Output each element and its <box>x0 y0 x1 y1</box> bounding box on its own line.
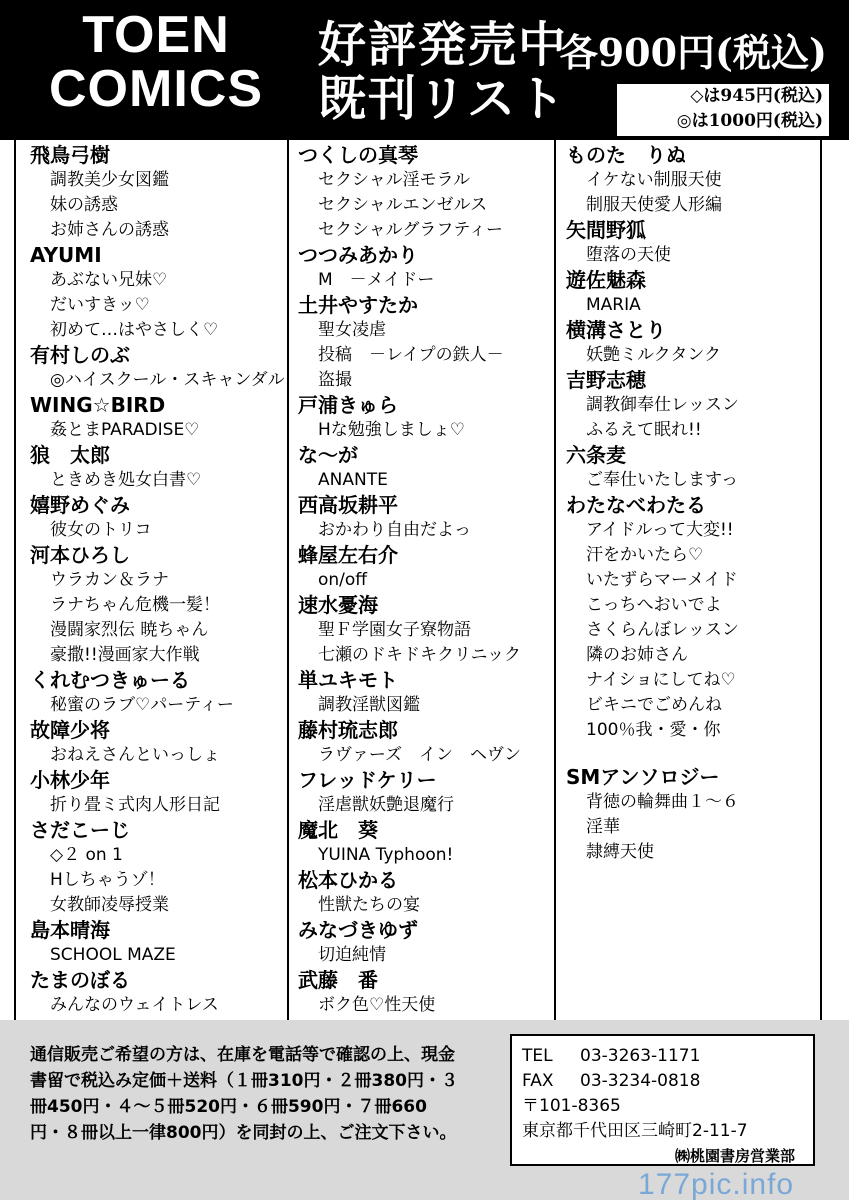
book-title: 妹の誘惑 <box>50 195 118 215</box>
book-title: 折り畳ミ式肉人形日記 <box>50 795 220 815</box>
book-title: ラナちゃん危機一髪！ <box>50 595 220 615</box>
book-title: おねえさんといっしょ <box>50 745 220 765</box>
book-title: 投稿 －レイプの鉄人－ <box>318 345 504 365</box>
book-title: 隣のお姉さん <box>586 645 688 665</box>
book-title: 女教師凌辱授業 <box>50 895 169 915</box>
book-title: セクシャル淫モラル <box>318 170 471 190</box>
list-column-2 <box>298 143 560 1018</box>
price-label: 各900円(税込) <box>559 30 827 75</box>
author-name: 矢間野狐 <box>566 218 646 242</box>
book-title: SCHOOL MAZE <box>50 945 176 965</box>
author-name: ものた りぬ <box>566 143 686 167</box>
book-title: おかわり自由だよっ <box>318 520 471 540</box>
author-name: 島本晴海 <box>30 918 110 942</box>
author-name: 有村しのぶ <box>30 343 130 367</box>
author-name: 魔北 葵 <box>298 818 378 842</box>
author-name: さだこーじ <box>30 818 130 842</box>
header <box>0 0 849 140</box>
book-title: ANANTE <box>318 470 388 490</box>
book-title: いたずらマーメイド <box>586 570 738 590</box>
book-title: 淫華 <box>586 817 620 837</box>
book-title: 調教淫獣図鑑 <box>318 695 420 715</box>
watermark: 177pic.info <box>638 1168 795 1201</box>
page-title <box>318 18 568 126</box>
author-name: 嬉野めぐみ <box>30 493 130 517</box>
book-title: 堕落の天使 <box>586 245 671 265</box>
book-title: イケない制服天使 <box>586 170 722 190</box>
book-title: こっちへおいでよ <box>586 595 722 615</box>
book-title: セクシャルグラフティー <box>318 220 503 240</box>
book-title: 性獣たちの宴 <box>318 895 420 915</box>
author-name: 横溝さとり <box>566 318 666 342</box>
spacer <box>566 743 828 765</box>
book-title: ご奉仕いたしますっ <box>586 470 738 490</box>
author-name: 六条麦 <box>566 443 626 467</box>
author-name: つくしの真琴 <box>298 143 418 167</box>
book-title: Hしちゃうゾ！ <box>50 870 165 890</box>
author-name: みなづきゆず <box>298 918 418 942</box>
tel-row <box>522 1044 803 1069</box>
author-name: WING☆BIRD <box>30 393 166 417</box>
book-title: 切迫純情 <box>318 945 386 965</box>
book-title: 漫闘家烈伝 暁ちゃん <box>50 620 209 640</box>
book-title: ◎ハイスクール・スキャンダル <box>50 370 285 390</box>
contact-box <box>510 1034 815 1166</box>
price-note-diamond: ◇は945円(税込) <box>690 86 823 106</box>
author-name: 河本ひろし <box>30 543 130 567</box>
book-title: 調教御奉仕レッスン <box>586 395 739 415</box>
author-name: 故障少将 <box>30 718 110 742</box>
book-title: 盗撮 <box>318 370 352 390</box>
author-name: 速水憂海 <box>298 593 378 617</box>
list-column-3 <box>566 143 828 865</box>
book-title: 七瀬のドキドキクリニック <box>318 645 521 665</box>
book-title: ボク色♡性天使 <box>318 995 436 1015</box>
author-name: AYUMI <box>30 243 102 267</box>
fax-row <box>522 1069 803 1094</box>
book-title: 背徳の輪舞曲１～６ <box>586 792 739 812</box>
fax-number: 03-3234-0818 <box>580 1071 701 1091</box>
book-title: ラヴァーズ イン ヘヴン <box>318 745 521 765</box>
postal-code: 〒101-8365 <box>522 1096 621 1116</box>
author-name: 松本ひかる <box>298 868 398 892</box>
brand-logo <box>16 8 296 116</box>
book-title: さくらんぼレッスン <box>586 620 739 640</box>
author-name: 蜂屋左右介 <box>298 543 398 567</box>
book-title: ◇２ on 1 <box>50 845 123 865</box>
book-title: 彼女のトリコ <box>50 520 152 540</box>
book-title: 聖Ｆ学園女子寮物語 <box>318 620 471 640</box>
tel-number: 03-3263-1171 <box>580 1046 701 1066</box>
author-name: な～が <box>298 443 358 467</box>
title-line-2: 既刊リスト <box>318 71 568 127</box>
book-title: Hな勉強しましょ♡ <box>318 420 466 440</box>
author-name: フレッドケリー <box>298 768 437 792</box>
list-column-1 <box>30 143 292 1018</box>
brand-line-1: TOEN <box>82 6 230 64</box>
book-title: 100％我・愛・你 <box>586 720 721 740</box>
address: 東京都千代田区三崎町2-11-7 <box>522 1121 748 1141</box>
author-name: 遊佐魅森 <box>566 268 646 292</box>
mail-order-text: 通信販売ご希望の方は、在庫を電話等で確認の上、現金書留で税込み定価＋送料（１冊310円・２冊380円・３冊450円・４～５冊520円・６冊590円・７冊660円・８冊以上一律800円）を同封の上、ご注文下さい。 <box>30 1045 458 1143</box>
book-title: ときめき処女白書♡ <box>50 470 202 490</box>
book-title: 妖艶ミルクタンク <box>586 345 721 365</box>
tel-label: TEL <box>522 1046 553 1066</box>
book-title: M －メイドー <box>318 270 435 290</box>
author-name: 戸浦きゅら <box>298 393 398 417</box>
book-title: 制服天使愛人形編 <box>586 195 722 215</box>
book-title: セクシャルエンゼルス <box>318 195 488 215</box>
price-notes <box>617 84 829 136</box>
author-name: 飛鳥弓樹 <box>30 143 110 167</box>
book-title: 豪撒!!漫画家大作戦 <box>50 645 200 665</box>
book-title: on/off <box>318 570 368 590</box>
author-name: 吉野志穂 <box>566 368 646 392</box>
book-title: だいすきッ♡ <box>50 295 150 315</box>
author-name: 狼 太郎 <box>30 443 110 467</box>
book-title: YUINA Typhoon! <box>318 845 454 865</box>
book-title: ビキニでごめんね <box>586 695 722 715</box>
book-title: 淫虐獣妖艶退魔行 <box>318 795 454 815</box>
author-name: つつみあかり <box>298 243 418 267</box>
book-title: みんなのウェイトレス <box>50 995 219 1015</box>
fax-label: FAX <box>522 1071 554 1091</box>
author-name: 土井やすたか <box>298 293 418 317</box>
book-title: MARIA <box>586 295 641 315</box>
book-title: 初めて…はやさしく♡ <box>50 320 219 340</box>
book-title: ナイショにしてね♡ <box>586 670 736 690</box>
book-title: あぶない兄妹♡ <box>50 270 168 290</box>
author-name: 藤村琉志郎 <box>298 718 398 742</box>
author-name: 西高坂耕平 <box>298 493 398 517</box>
brand-line-2: COMICS <box>49 60 263 118</box>
book-title: 隷縛天使 <box>586 842 654 862</box>
author-name: 小林少年 <box>30 768 110 792</box>
book-title: ウラカン＆ラナ <box>50 570 169 590</box>
book-title: 姦とまPARADISE♡ <box>50 420 200 440</box>
author-name: 単ユキモト <box>298 668 398 692</box>
book-title: 秘蜜のラブ♡パーティー <box>50 695 234 715</box>
author-name: 武藤 番 <box>298 968 378 992</box>
company-name: ㈱桃園書房営業部 <box>674 1147 795 1165</box>
price-note-double-circle: ◎は1000円(税込) <box>676 111 823 131</box>
author-name: くれむつきゅーる <box>30 668 190 692</box>
author-name: たまのぼる <box>30 968 130 992</box>
author-name: わたなべわたる <box>566 493 706 517</box>
book-title: アイドルって大変!! <box>586 520 734 540</box>
author-name: SMアンソロジー <box>566 765 720 789</box>
book-title: 聖女凌虐 <box>318 320 386 340</box>
book-title: 調教美少女図鑑 <box>50 170 169 190</box>
book-title: お姉さんの誘惑 <box>50 220 169 240</box>
title-line-1: 好評発売中 <box>318 17 569 73</box>
book-title: ふるえて眠れ!! <box>586 420 702 440</box>
book-title: 汗をかいたら♡ <box>586 545 704 565</box>
